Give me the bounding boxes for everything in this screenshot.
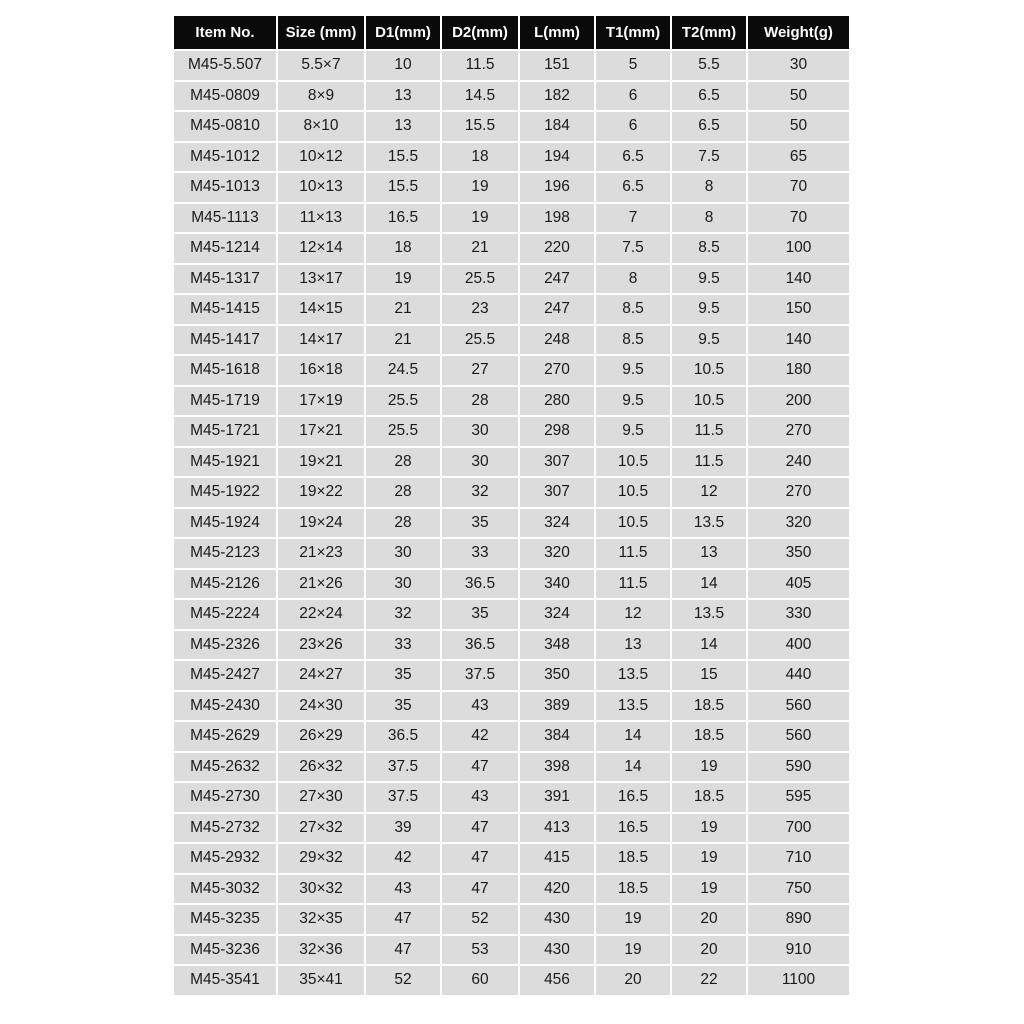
size-cell: 32×36 <box>278 936 364 965</box>
t1-cell: 16.5 <box>596 783 670 812</box>
item-no-cell: M45-3541 <box>174 966 276 995</box>
table-row <box>174 753 849 782</box>
table-row <box>174 814 849 843</box>
d1-cell: 35 <box>366 661 440 690</box>
size-cell: 10×13 <box>278 173 364 202</box>
item-no-cell: M45-2732 <box>174 814 276 843</box>
table-row <box>174 509 849 538</box>
d2-cell: 30 <box>442 417 518 446</box>
table-row <box>174 265 849 294</box>
d1-cell: 25.5 <box>366 387 440 416</box>
t2-cell: 8 <box>672 173 746 202</box>
t1-cell: 18.5 <box>596 844 670 873</box>
size-cell: 14×15 <box>278 295 364 324</box>
size-cell: 21×26 <box>278 570 364 599</box>
length-cell: 198 <box>520 204 594 233</box>
length-cell: 340 <box>520 570 594 599</box>
t2-cell: 10.5 <box>672 387 746 416</box>
d2-cell: 27 <box>442 356 518 385</box>
weight-cell: 65 <box>748 143 849 172</box>
item-no-cell: M45-1113 <box>174 204 276 233</box>
t1-cell: 13.5 <box>596 661 670 690</box>
header-row <box>174 16 849 49</box>
item-no-cell: M45-2932 <box>174 844 276 873</box>
length-cell: 398 <box>520 753 594 782</box>
t2-cell: 18.5 <box>672 722 746 751</box>
t1-cell: 7 <box>596 204 670 233</box>
length-cell: 415 <box>520 844 594 873</box>
d1-cell: 43 <box>366 875 440 904</box>
d2-cell: 47 <box>442 753 518 782</box>
t1-cell: 20 <box>596 966 670 995</box>
weight-cell: 150 <box>748 295 849 324</box>
item-no-cell: M45-2123 <box>174 539 276 568</box>
t2-cell: 8.5 <box>672 234 746 263</box>
d2-cell: 23 <box>442 295 518 324</box>
d2-cell: 37.5 <box>442 661 518 690</box>
t1-cell: 8 <box>596 265 670 294</box>
t1-cell: 19 <box>596 905 670 934</box>
d2-cell: 19 <box>442 173 518 202</box>
size-cell: 21×23 <box>278 539 364 568</box>
table-row <box>174 173 849 202</box>
d1-cell: 37.5 <box>366 783 440 812</box>
length-cell: 348 <box>520 631 594 660</box>
d2-cell: 36.5 <box>442 570 518 599</box>
t1-cell: 6.5 <box>596 173 670 202</box>
size-cell: 8×9 <box>278 82 364 111</box>
item-no-cell: M45-2126 <box>174 570 276 599</box>
t1-cell: 5 <box>596 51 670 80</box>
d2-cell: 19 <box>442 204 518 233</box>
header-t1: T1(mm) <box>596 16 670 49</box>
header-t2: T2(mm) <box>672 16 746 49</box>
size-cell: 8×10 <box>278 112 364 141</box>
d1-cell: 18 <box>366 234 440 263</box>
length-cell: 184 <box>520 112 594 141</box>
size-cell: 30×32 <box>278 875 364 904</box>
d1-cell: 28 <box>366 478 440 507</box>
t1-cell: 11.5 <box>596 570 670 599</box>
d1-cell: 16.5 <box>366 204 440 233</box>
length-cell: 196 <box>520 173 594 202</box>
t1-cell: 10.5 <box>596 478 670 507</box>
t1-cell: 13 <box>596 631 670 660</box>
table-row <box>174 539 849 568</box>
d1-cell: 13 <box>366 112 440 141</box>
table-row <box>174 844 849 873</box>
t2-cell: 10.5 <box>672 356 746 385</box>
t2-cell: 8 <box>672 204 746 233</box>
length-cell: 194 <box>520 143 594 172</box>
d2-cell: 53 <box>442 936 518 965</box>
size-cell: 17×21 <box>278 417 364 446</box>
length-cell: 391 <box>520 783 594 812</box>
weight-cell: 405 <box>748 570 849 599</box>
item-no-cell: M45-1922 <box>174 478 276 507</box>
size-cell: 22×24 <box>278 600 364 629</box>
weight-cell: 750 <box>748 875 849 904</box>
table-body <box>174 51 849 995</box>
length-cell: 247 <box>520 265 594 294</box>
d1-cell: 33 <box>366 631 440 660</box>
table-row <box>174 417 849 446</box>
item-no-cell: M45-1921 <box>174 448 276 477</box>
size-cell: 19×22 <box>278 478 364 507</box>
weight-cell: 1100 <box>748 966 849 995</box>
t1-cell: 10.5 <box>596 509 670 538</box>
t1-cell: 9.5 <box>596 387 670 416</box>
item-no-cell: M45-1417 <box>174 326 276 355</box>
table-row <box>174 478 849 507</box>
table-row <box>174 692 849 721</box>
item-no-cell: M45-1924 <box>174 509 276 538</box>
weight-cell: 440 <box>748 661 849 690</box>
t2-cell: 5.5 <box>672 51 746 80</box>
size-cell: 27×30 <box>278 783 364 812</box>
t1-cell: 8.5 <box>596 326 670 355</box>
item-no-cell: M45-2326 <box>174 631 276 660</box>
d1-cell: 47 <box>366 936 440 965</box>
item-no-cell: M45-3032 <box>174 875 276 904</box>
d2-cell: 47 <box>442 814 518 843</box>
table-row <box>174 570 849 599</box>
t2-cell: 7.5 <box>672 143 746 172</box>
weight-cell: 70 <box>748 173 849 202</box>
table-row <box>174 387 849 416</box>
header-item-no: Item No. <box>174 16 276 49</box>
size-cell: 10×12 <box>278 143 364 172</box>
t2-cell: 11.5 <box>672 448 746 477</box>
t2-cell: 18.5 <box>672 783 746 812</box>
weight-cell: 180 <box>748 356 849 385</box>
item-no-cell: M45-1214 <box>174 234 276 263</box>
item-no-cell: M45-1415 <box>174 295 276 324</box>
weight-cell: 595 <box>748 783 849 812</box>
weight-cell: 330 <box>748 600 849 629</box>
table-row <box>174 936 849 965</box>
d1-cell: 19 <box>366 265 440 294</box>
length-cell: 220 <box>520 234 594 263</box>
length-cell: 350 <box>520 661 594 690</box>
d2-cell: 36.5 <box>442 631 518 660</box>
size-cell: 17×19 <box>278 387 364 416</box>
size-cell: 32×35 <box>278 905 364 934</box>
t2-cell: 6.5 <box>672 112 746 141</box>
d2-cell: 33 <box>442 539 518 568</box>
length-cell: 413 <box>520 814 594 843</box>
t2-cell: 22 <box>672 966 746 995</box>
length-cell: 320 <box>520 539 594 568</box>
length-cell: 324 <box>520 509 594 538</box>
d1-cell: 15.5 <box>366 143 440 172</box>
table-row <box>174 112 849 141</box>
item-no-cell: M45-1317 <box>174 265 276 294</box>
d1-cell: 13 <box>366 82 440 111</box>
t2-cell: 9.5 <box>672 295 746 324</box>
length-cell: 384 <box>520 722 594 751</box>
header-weight: Weight(g) <box>748 16 849 49</box>
t1-cell: 8.5 <box>596 295 670 324</box>
size-cell: 26×32 <box>278 753 364 782</box>
weight-cell: 140 <box>748 326 849 355</box>
t2-cell: 9.5 <box>672 326 746 355</box>
d1-cell: 42 <box>366 844 440 873</box>
t1-cell: 9.5 <box>596 417 670 446</box>
header-d1: D1(mm) <box>366 16 440 49</box>
t1-cell: 14 <box>596 722 670 751</box>
header-size: Size (mm) <box>278 16 364 49</box>
size-cell: 19×21 <box>278 448 364 477</box>
size-cell: 24×30 <box>278 692 364 721</box>
t2-cell: 13.5 <box>672 600 746 629</box>
table-row <box>174 82 849 111</box>
length-cell: 151 <box>520 51 594 80</box>
size-cell: 35×41 <box>278 966 364 995</box>
t2-cell: 19 <box>672 814 746 843</box>
t1-cell: 10.5 <box>596 448 670 477</box>
t1-cell: 11.5 <box>596 539 670 568</box>
d2-cell: 15.5 <box>442 112 518 141</box>
item-no-cell: M45-5.507 <box>174 51 276 80</box>
table-row <box>174 143 849 172</box>
d1-cell: 30 <box>366 570 440 599</box>
t1-cell: 7.5 <box>596 234 670 263</box>
table-row <box>174 295 849 324</box>
weight-cell: 50 <box>748 82 849 111</box>
length-cell: 270 <box>520 356 594 385</box>
size-cell: 23×26 <box>278 631 364 660</box>
t1-cell: 6 <box>596 82 670 111</box>
table-row <box>174 875 849 904</box>
spec-table-container <box>174 16 851 995</box>
weight-cell: 350 <box>748 539 849 568</box>
length-cell: 280 <box>520 387 594 416</box>
d1-cell: 39 <box>366 814 440 843</box>
item-no-cell: M45-3236 <box>174 936 276 965</box>
d1-cell: 30 <box>366 539 440 568</box>
weight-cell: 890 <box>748 905 849 934</box>
t2-cell: 11.5 <box>672 417 746 446</box>
d1-cell: 10 <box>366 51 440 80</box>
d2-cell: 21 <box>442 234 518 263</box>
t2-cell: 12 <box>672 478 746 507</box>
table-row <box>174 448 849 477</box>
length-cell: 430 <box>520 905 594 934</box>
item-no-cell: M45-2224 <box>174 600 276 629</box>
t1-cell: 6.5 <box>596 143 670 172</box>
t2-cell: 20 <box>672 936 746 965</box>
item-no-cell: M45-2632 <box>174 753 276 782</box>
length-cell: 247 <box>520 295 594 324</box>
item-no-cell: M45-3235 <box>174 905 276 934</box>
t2-cell: 14 <box>672 570 746 599</box>
item-no-cell: M45-1721 <box>174 417 276 446</box>
weight-cell: 50 <box>748 112 849 141</box>
table-row <box>174 966 849 995</box>
table-row <box>174 600 849 629</box>
item-no-cell: M45-1013 <box>174 173 276 202</box>
size-cell: 11×13 <box>278 204 364 233</box>
t1-cell: 18.5 <box>596 875 670 904</box>
table-row <box>174 356 849 385</box>
table-row <box>174 234 849 263</box>
d2-cell: 32 <box>442 478 518 507</box>
table-row <box>174 631 849 660</box>
size-cell: 5.5×7 <box>278 51 364 80</box>
header-d2: D2(mm) <box>442 16 518 49</box>
t2-cell: 13.5 <box>672 509 746 538</box>
d2-cell: 47 <box>442 844 518 873</box>
item-no-cell: M45-1618 <box>174 356 276 385</box>
d1-cell: 47 <box>366 905 440 934</box>
t1-cell: 16.5 <box>596 814 670 843</box>
d1-cell: 15.5 <box>366 173 440 202</box>
d1-cell: 32 <box>366 600 440 629</box>
weight-cell: 560 <box>748 692 849 721</box>
d2-cell: 43 <box>442 692 518 721</box>
weight-cell: 400 <box>748 631 849 660</box>
d2-cell: 52 <box>442 905 518 934</box>
weight-cell: 140 <box>748 265 849 294</box>
t1-cell: 9.5 <box>596 356 670 385</box>
size-cell: 12×14 <box>278 234 364 263</box>
weight-cell: 910 <box>748 936 849 965</box>
d1-cell: 24.5 <box>366 356 440 385</box>
t2-cell: 9.5 <box>672 265 746 294</box>
t1-cell: 6 <box>596 112 670 141</box>
weight-cell: 320 <box>748 509 849 538</box>
t2-cell: 14 <box>672 631 746 660</box>
table-row <box>174 51 849 80</box>
item-no-cell: M45-2430 <box>174 692 276 721</box>
t1-cell: 14 <box>596 753 670 782</box>
item-no-cell: M45-2427 <box>174 661 276 690</box>
weight-cell: 560 <box>748 722 849 751</box>
d1-cell: 21 <box>366 295 440 324</box>
t2-cell: 15 <box>672 661 746 690</box>
d2-cell: 25.5 <box>442 326 518 355</box>
d1-cell: 21 <box>366 326 440 355</box>
length-cell: 307 <box>520 478 594 507</box>
d2-cell: 42 <box>442 722 518 751</box>
size-cell: 16×18 <box>278 356 364 385</box>
d2-cell: 35 <box>442 600 518 629</box>
table-row <box>174 783 849 812</box>
size-cell: 13×17 <box>278 265 364 294</box>
d2-cell: 30 <box>442 448 518 477</box>
weight-cell: 100 <box>748 234 849 263</box>
size-cell: 14×17 <box>278 326 364 355</box>
t2-cell: 13 <box>672 539 746 568</box>
header-length: L(mm) <box>520 16 594 49</box>
d2-cell: 43 <box>442 783 518 812</box>
weight-cell: 270 <box>748 478 849 507</box>
t2-cell: 20 <box>672 905 746 934</box>
t2-cell: 19 <box>672 875 746 904</box>
weight-cell: 70 <box>748 204 849 233</box>
table-row <box>174 204 849 233</box>
item-no-cell: M45-2730 <box>174 783 276 812</box>
d1-cell: 35 <box>366 692 440 721</box>
d2-cell: 25.5 <box>442 265 518 294</box>
spec-table <box>172 14 851 997</box>
item-no-cell: M45-0810 <box>174 112 276 141</box>
length-cell: 298 <box>520 417 594 446</box>
weight-cell: 710 <box>748 844 849 873</box>
length-cell: 389 <box>520 692 594 721</box>
d2-cell: 28 <box>442 387 518 416</box>
length-cell: 307 <box>520 448 594 477</box>
t2-cell: 6.5 <box>672 82 746 111</box>
t1-cell: 12 <box>596 600 670 629</box>
d1-cell: 36.5 <box>366 722 440 751</box>
d1-cell: 37.5 <box>366 753 440 782</box>
item-no-cell: M45-1012 <box>174 143 276 172</box>
size-cell: 26×29 <box>278 722 364 751</box>
d2-cell: 60 <box>442 966 518 995</box>
table-row <box>174 722 849 751</box>
d2-cell: 18 <box>442 143 518 172</box>
d2-cell: 35 <box>442 509 518 538</box>
d2-cell: 11.5 <box>442 51 518 80</box>
size-cell: 19×24 <box>278 509 364 538</box>
length-cell: 430 <box>520 936 594 965</box>
d2-cell: 14.5 <box>442 82 518 111</box>
t2-cell: 19 <box>672 844 746 873</box>
d2-cell: 47 <box>442 875 518 904</box>
t2-cell: 19 <box>672 753 746 782</box>
size-cell: 24×27 <box>278 661 364 690</box>
d1-cell: 52 <box>366 966 440 995</box>
weight-cell: 590 <box>748 753 849 782</box>
d1-cell: 28 <box>366 448 440 477</box>
length-cell: 324 <box>520 600 594 629</box>
item-no-cell: M45-2629 <box>174 722 276 751</box>
length-cell: 182 <box>520 82 594 111</box>
length-cell: 248 <box>520 326 594 355</box>
length-cell: 456 <box>520 966 594 995</box>
t1-cell: 13.5 <box>596 692 670 721</box>
size-cell: 29×32 <box>278 844 364 873</box>
table-row <box>174 661 849 690</box>
d1-cell: 25.5 <box>366 417 440 446</box>
size-cell: 27×32 <box>278 814 364 843</box>
item-no-cell: M45-1719 <box>174 387 276 416</box>
weight-cell: 200 <box>748 387 849 416</box>
weight-cell: 30 <box>748 51 849 80</box>
t1-cell: 19 <box>596 936 670 965</box>
weight-cell: 700 <box>748 814 849 843</box>
item-no-cell: M45-0809 <box>174 82 276 111</box>
weight-cell: 240 <box>748 448 849 477</box>
d1-cell: 28 <box>366 509 440 538</box>
t2-cell: 18.5 <box>672 692 746 721</box>
table-row <box>174 905 849 934</box>
table-row <box>174 326 849 355</box>
weight-cell: 270 <box>748 417 849 446</box>
length-cell: 420 <box>520 875 594 904</box>
